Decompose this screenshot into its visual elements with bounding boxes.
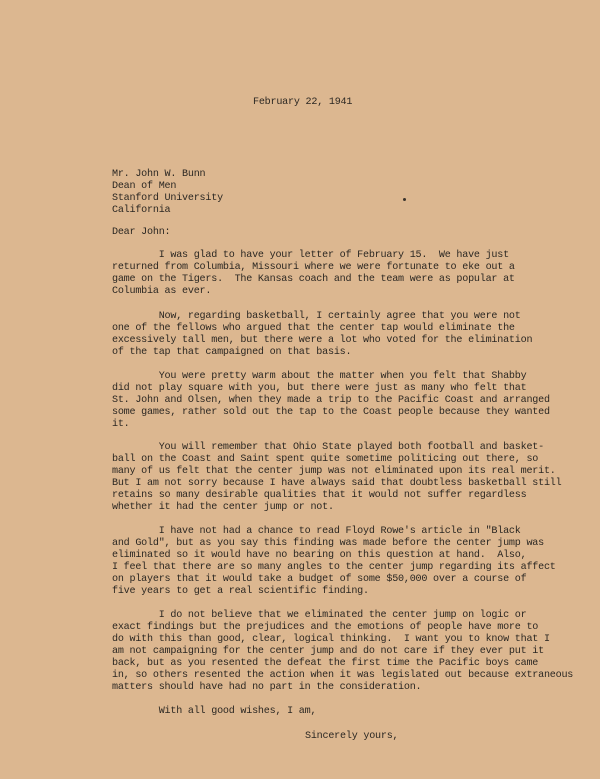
recipient-institution: Stanford University (112, 193, 223, 204)
ink-mark (403, 198, 406, 201)
paragraph-3-line: some games, rather sold out the tap to the Coast people because they wanted (112, 407, 550, 418)
paragraph-1-line: game on the Tigers. The Kansas coach and the team were as popular at (112, 274, 515, 285)
paragraph-6-line: exact findings but the prejudices and the emotions of people have more to (112, 622, 539, 633)
paragraph-3-line: St. John and Olsen, when they made a trip to the Pacific Coast and arranged (112, 395, 550, 406)
paragraph-5-line: five years to get a real scientific finding. (112, 586, 369, 597)
paragraph-4-line: You will remember that Ohio State played both football and basket- (112, 442, 544, 453)
paragraph-1-line: returned from Columbia, Missouri where we were fortunate to eke out a (112, 262, 515, 273)
paragraph-5-line: on players that it would take a budget of some $50,000 over a course of (112, 574, 527, 585)
paragraph-6-line: in, so others resented the action when it was legislated out because extraneous (112, 670, 574, 681)
paragraph-4-line: whether it had the center jump or not. (112, 502, 334, 513)
paragraph-1-line: Columbia as ever. (112, 286, 212, 297)
paragraph-7-line: With all good wishes, I am, (112, 706, 317, 717)
paragraph-5-line: I have not had a chance to read Floyd Rowe's article in "Black (112, 526, 521, 537)
paragraph-6-line: I do not believe that we eliminated the center jump on logic or (112, 610, 527, 621)
paragraph-2-line: Now, regarding basketball, I certainly agree that you were not (112, 311, 521, 322)
paragraph-6-line: do with this than good, clear, logical thinking. I want you to know that I (112, 634, 550, 645)
closing: Sincerely yours, (305, 731, 399, 742)
recipient-name: Mr. John W. Bunn (112, 169, 206, 180)
paragraph-4-line: retains so many desirable qualities that it would not suffer regardless (112, 490, 527, 501)
salutation: Dear John: (112, 227, 171, 238)
paragraph-6-line: matters should have had no part in the consideration. (112, 682, 422, 693)
paragraph-2-line: of the tap that campaigned on that basis. (112, 347, 352, 358)
paragraph-4-line: many of us felt that the center jump was not eliminated upon its real merit. (112, 466, 556, 477)
paragraph-2-line: one of the fellows who argued that the center tap would eliminate the (112, 323, 515, 334)
recipient-title: Dean of Men (112, 181, 177, 192)
paragraph-1-line: I was glad to have your letter of February 15. We have just (112, 250, 509, 261)
paragraph-4-line: But I am not sorry because I have always said that doubtless basketball still (112, 478, 562, 489)
paragraph-3-line: You were pretty warm about the matter when you felt that Shabby (112, 371, 527, 382)
paragraph-5-line: and Gold", but as you say this finding was made before the center jump was (112, 538, 544, 549)
paragraph-6-line: am not campaigning for the center jump and do not care if they ever put it (112, 646, 544, 657)
letter-date: February 22, 1941 (253, 97, 353, 108)
paragraph-3-line: it. (112, 419, 130, 430)
paragraph-3-line: did not play square with you, but there were just as many who felt that (112, 383, 527, 394)
paragraph-4-line: ball on the Coast and Saint spent quite sometime politicing out there, so (112, 454, 539, 465)
paragraph-2-line: excessively tall men, but there were a lot who voted for the elimination (112, 335, 533, 346)
paragraph-5-line: eliminated so it would have no bearing on this question at hand. Also, (112, 550, 527, 561)
paragraph-5-line: I feel that there are so many angles to the center jump regarding its affect (112, 562, 556, 573)
recipient-state: California (112, 205, 171, 216)
paragraph-6-line: back, but as you resented the defeat the first time the Pacific boys came (112, 658, 539, 669)
